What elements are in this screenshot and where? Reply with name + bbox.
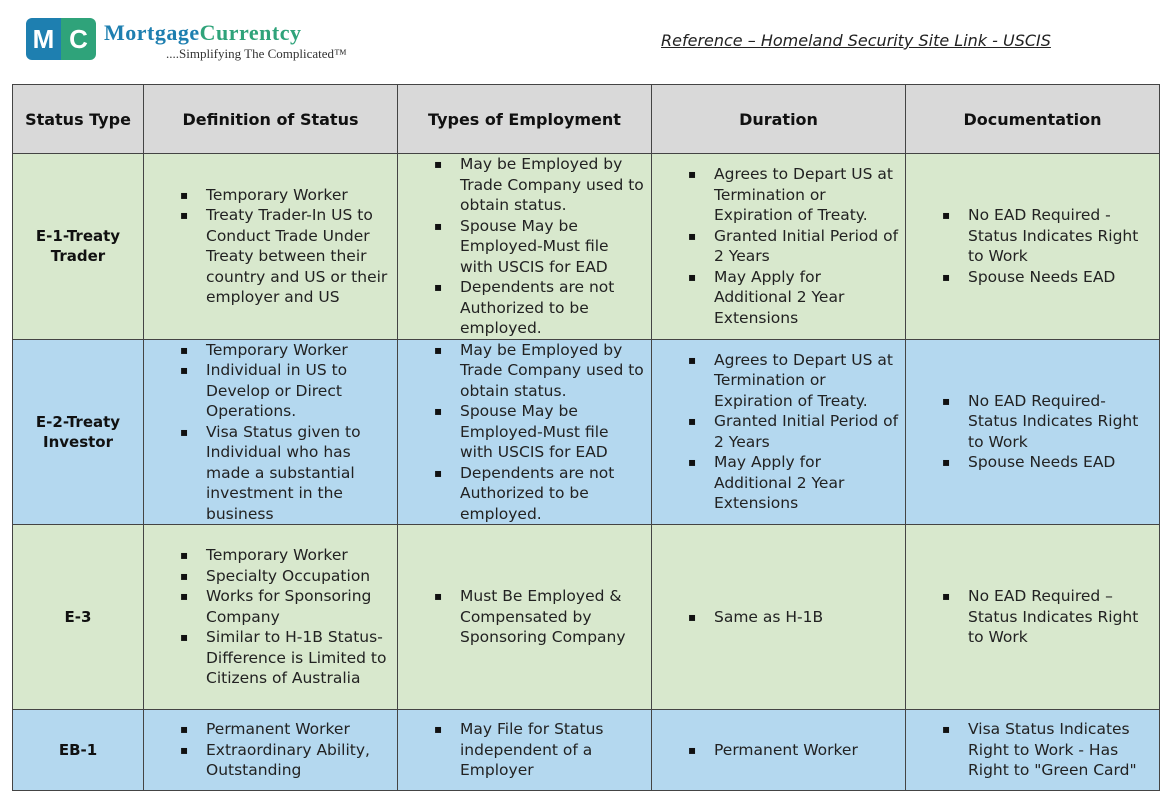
bullet-item: ▪ Temporary Worker <box>144 545 391 566</box>
documentation-list <box>906 391 1159 473</box>
bullet-item: ▪ Same as H-1B <box>652 607 899 628</box>
table-row <box>13 154 1160 340</box>
bullet-item: ▪ Visa Status Indicates Right to Work - Has Right to "Green Card" <box>906 719 1153 781</box>
status-type-cell <box>13 339 144 525</box>
brand-name-part2: Currentcy <box>199 20 302 45</box>
employment-cell <box>398 525 652 710</box>
status-type-label: EB-1 <box>58 741 98 759</box>
bullet-item: ▪ Granted Initial Period of 2 Years <box>652 411 899 452</box>
duration-cell <box>652 154 906 340</box>
bullet-item: ▪ Spouse May be Employed-Must file with USCIS for EAD <box>398 401 645 463</box>
definition-cell <box>144 154 398 340</box>
definition-list <box>144 185 397 308</box>
bullet-item: ▪ Agrees to Depart US at Termination or Expiration of Treaty. <box>652 350 899 412</box>
duration-cell <box>652 525 906 710</box>
duration-list <box>652 607 905 628</box>
bullet-item: ▪ Temporary Worker <box>144 185 391 206</box>
brand-name-part1: Mortgage <box>104 20 200 45</box>
definition-cell <box>144 525 398 710</box>
bullet-item: ▪ Granted Initial Period of 2 Years <box>652 226 899 267</box>
documentation-list <box>906 719 1159 781</box>
bullet-item: ▪ Specialty Occupation <box>144 566 391 587</box>
table-row <box>13 710 1160 791</box>
column-header-documentation: Documentation <box>906 85 1160 154</box>
definition-cell <box>144 710 398 791</box>
duration-list <box>652 164 905 328</box>
bullet-item: ▪ Dependents are not Authorized to be employed. <box>398 277 645 339</box>
definition-list <box>144 719 397 781</box>
employment-list <box>398 154 651 339</box>
bullet-item: ▪ No EAD Required - Status Indicates Right to Work <box>906 205 1153 267</box>
bullet-item: ▪ May Apply for Additional 2 Year Extensions <box>652 452 899 514</box>
bullet-item: ▪ Permanent Worker <box>144 719 391 740</box>
duration-list <box>652 740 905 761</box>
documentation-list <box>906 205 1159 287</box>
uscis-reference-link[interactable]: Reference – Homeland Security Site Link - USCIS <box>661 31 1051 50</box>
duration-list <box>652 350 905 514</box>
bullet-item: ▪ No EAD Required – Status Indicates Right to Work <box>906 586 1153 648</box>
column-header-duration: Duration <box>652 85 906 154</box>
bullet-item: ▪ May be Employed by Trade Company used to obtain status. <box>398 154 645 216</box>
column-header-definition: Definition of Status <box>144 85 398 154</box>
table-row <box>13 525 1160 710</box>
bullet-item: ▪ Treaty Trader-In US to Conduct Trade Under Treaty between their country and US or their employer and US <box>144 205 391 308</box>
bullet-item: ▪ Dependents are not Authorized to be employed. <box>398 463 645 525</box>
employment-cell <box>398 339 652 525</box>
status-type-cell <box>13 154 144 340</box>
brand-tagline: ....Simplifying The Complicated™ <box>166 46 347 61</box>
documentation-list <box>906 586 1159 648</box>
employment-list <box>398 586 651 648</box>
brand-name <box>104 20 301 46</box>
employment-cell <box>398 710 652 791</box>
definition-list <box>144 545 397 689</box>
bullet-item: ▪ Visa Status given to Individual who has made a substantial investment in the business <box>144 422 391 525</box>
documentation-cell <box>906 710 1160 791</box>
bullet-item: ▪ Spouse May be Employed-Must file with USCIS for EAD <box>398 216 645 278</box>
table-header-row <box>13 85 1160 154</box>
table-row <box>13 339 1160 525</box>
bullet-item: ▪ Extraordinary Ability, Outstanding <box>144 740 391 781</box>
bullet-item: ▪ Temporary Worker <box>144 340 391 361</box>
bullet-item: ▪ Agrees to Depart US at Termination or Expiration of Treaty. <box>652 164 899 226</box>
status-type-label: E-2-Treaty Investor <box>35 412 121 451</box>
bullet-item: ▪ May File for Status independent of a Employer <box>398 719 645 781</box>
duration-cell <box>652 339 906 525</box>
bullet-item: ▪ Individual in US to Develop or Direct Operations. <box>144 360 391 422</box>
bullet-item: ▪ Works for Sponsoring Company <box>144 586 391 627</box>
status-type-label: E-3 <box>64 608 92 626</box>
documentation-cell <box>906 339 1160 525</box>
status-type-cell <box>13 710 144 791</box>
bullet-item: ▪ Spouse Needs EAD <box>906 452 1153 473</box>
column-header-status-type: Status Type <box>13 85 144 154</box>
bullet-item: ▪ Similar to H-1B Status- Difference is Limited to Citizens of Australia <box>144 627 391 689</box>
visa-status-table <box>12 84 1160 791</box>
bullet-item: ▪ May Apply for Additional 2 Year Extensions <box>652 267 899 329</box>
employment-list <box>398 340 651 525</box>
employment-list <box>398 719 651 781</box>
bullet-item: ▪ Permanent Worker <box>652 740 899 761</box>
definition-list <box>144 340 397 525</box>
logo-mark-m: M <box>26 18 61 60</box>
logo-mark <box>26 18 96 60</box>
bullet-item: ▪ Spouse Needs EAD <box>906 267 1153 288</box>
employment-cell <box>398 154 652 340</box>
documentation-cell <box>906 525 1160 710</box>
bullet-item: ▪ Must Be Employed & Compensated by Sponsoring Company <box>398 586 645 648</box>
definition-cell <box>144 339 398 525</box>
company-logo <box>26 18 406 68</box>
logo-mark-c: C <box>61 18 96 60</box>
bullet-item: ▪ May be Employed by Trade Company used to obtain status. <box>398 340 645 402</box>
status-type-label: E-1-Treaty Trader <box>35 227 121 266</box>
duration-cell <box>652 710 906 791</box>
documentation-cell <box>906 154 1160 340</box>
column-header-employment: Types of Employment <box>398 85 652 154</box>
bullet-item: ▪ No EAD Required- Status Indicates Right to Work <box>906 391 1153 453</box>
status-type-cell <box>13 525 144 710</box>
